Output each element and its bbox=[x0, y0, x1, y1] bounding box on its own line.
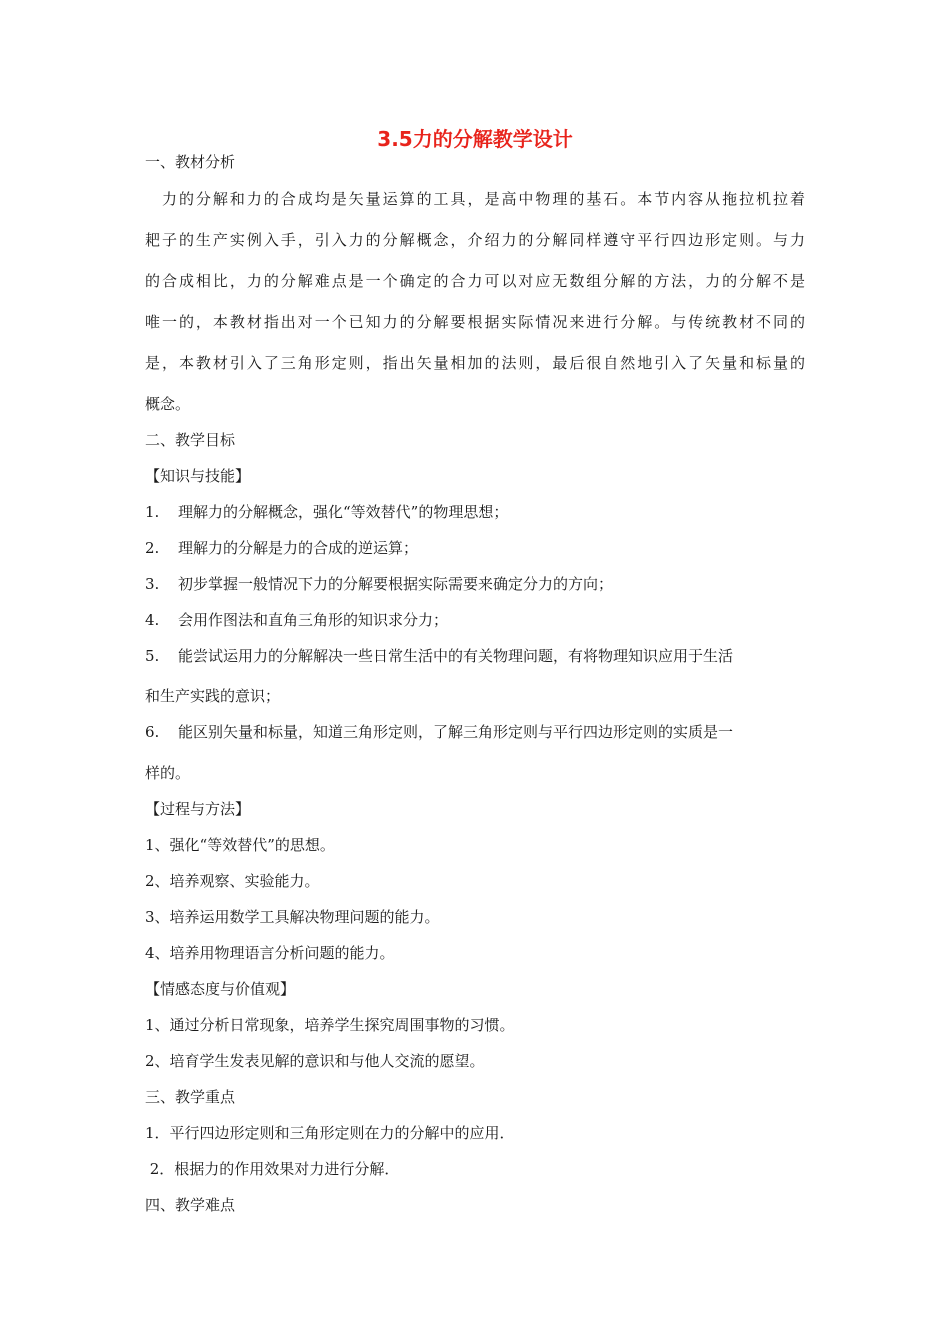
item-text: 初步掌握一般情况下力的分解要根据实际需要来确定分力的方向； bbox=[178, 575, 614, 593]
knowledge-item bbox=[145, 722, 733, 742]
document-title: 3.5力的分解教学设计 bbox=[377, 127, 573, 151]
intro-paragraph-line: 唯一的，本教材指出对一个已知力的分解要根据实际情况来进行分解。与传统教材不同的 bbox=[145, 313, 805, 331]
emotion-item: 2、培育学生发表见解的意识和与他人交流的愿望。 bbox=[145, 1052, 485, 1070]
section-heading-difficulties: 四、教学难点 bbox=[145, 1196, 236, 1214]
knowledge-item bbox=[145, 610, 448, 630]
section-heading-textbook-analysis: 一、教材分析 bbox=[145, 153, 236, 171]
knowledge-item-continuation: 和生产实践的意识； bbox=[145, 687, 281, 705]
intro-paragraph-line: 力的分解和力的合成均是矢量运算的工具，是高中物理的基石。本节内容从拖拉机拉着 bbox=[145, 190, 805, 208]
subheading-process-methods: 【过程与方法】 bbox=[145, 800, 251, 818]
key-point-item: 1．平行四边形定则和三角形定则在力的分解中的应用． bbox=[145, 1124, 515, 1142]
item-text: 能尝试运用力的分解解决一些日常生活中的有关物理问题，有将物理知识应用于生活 bbox=[178, 647, 734, 665]
knowledge-item bbox=[145, 574, 613, 594]
process-item: 4、培养用物理语言分析问题的能力。 bbox=[145, 944, 395, 962]
process-item: 1、强化“等效替代”的思想。 bbox=[145, 836, 335, 854]
intro-paragraph-line: 耙子的生产实例入手，引入力的分解概念，介绍力的分解同样遵守平行四边形定则。与力 bbox=[145, 231, 805, 249]
item-text: 理解力的分解是力的合成的逆运算； bbox=[178, 539, 419, 557]
item-text: 能区别矢量和标量，知道三角形定则，了解三角形定则与平行四边形定则的实质是一 bbox=[178, 723, 734, 741]
knowledge-item bbox=[145, 502, 508, 522]
section-heading-key-points: 三、教学重点 bbox=[145, 1088, 236, 1106]
item-number: 5. bbox=[145, 647, 160, 665]
knowledge-item bbox=[145, 646, 733, 666]
item-number: 2. bbox=[145, 539, 160, 557]
intro-paragraph-line: 的合成相比，力的分解难点是一个确定的合力可以对应无数组分解的方法，力的分解不是 bbox=[145, 272, 805, 290]
subheading-emotions-values: 【情感态度与价值观】 bbox=[145, 980, 296, 998]
item-number: 1. bbox=[145, 503, 160, 521]
process-item: 2、培养观察、实验能力。 bbox=[145, 872, 320, 890]
item-text: 理解力的分解概念，强化“等效替代”的物理思想； bbox=[178, 503, 509, 521]
item-number: 6. bbox=[145, 723, 160, 741]
knowledge-item-continuation: 样的。 bbox=[145, 764, 191, 782]
knowledge-item bbox=[145, 538, 418, 558]
intro-paragraph-line: 概念。 bbox=[145, 395, 191, 413]
item-number: 3. bbox=[145, 575, 160, 593]
process-item: 3、培养运用数学工具解决物理问题的能力。 bbox=[145, 908, 440, 926]
key-point-item: 2．根据力的作用效果对力进行分解． bbox=[145, 1160, 400, 1178]
emotion-item: 1、通过分析日常现象，培养学生探究周围事物的习惯。 bbox=[145, 1016, 515, 1034]
item-text: 会用作图法和直角三角形的知识求分力； bbox=[178, 611, 449, 629]
intro-paragraph-line: 是，本教材引入了三角形定则，指出矢量相加的法则，最后很自然地引入了矢量和标量的 bbox=[145, 354, 805, 372]
item-number: 4. bbox=[145, 611, 160, 629]
subheading-knowledge-skills: 【知识与技能】 bbox=[145, 467, 251, 485]
section-heading-teaching-goals: 二、教学目标 bbox=[145, 431, 236, 449]
